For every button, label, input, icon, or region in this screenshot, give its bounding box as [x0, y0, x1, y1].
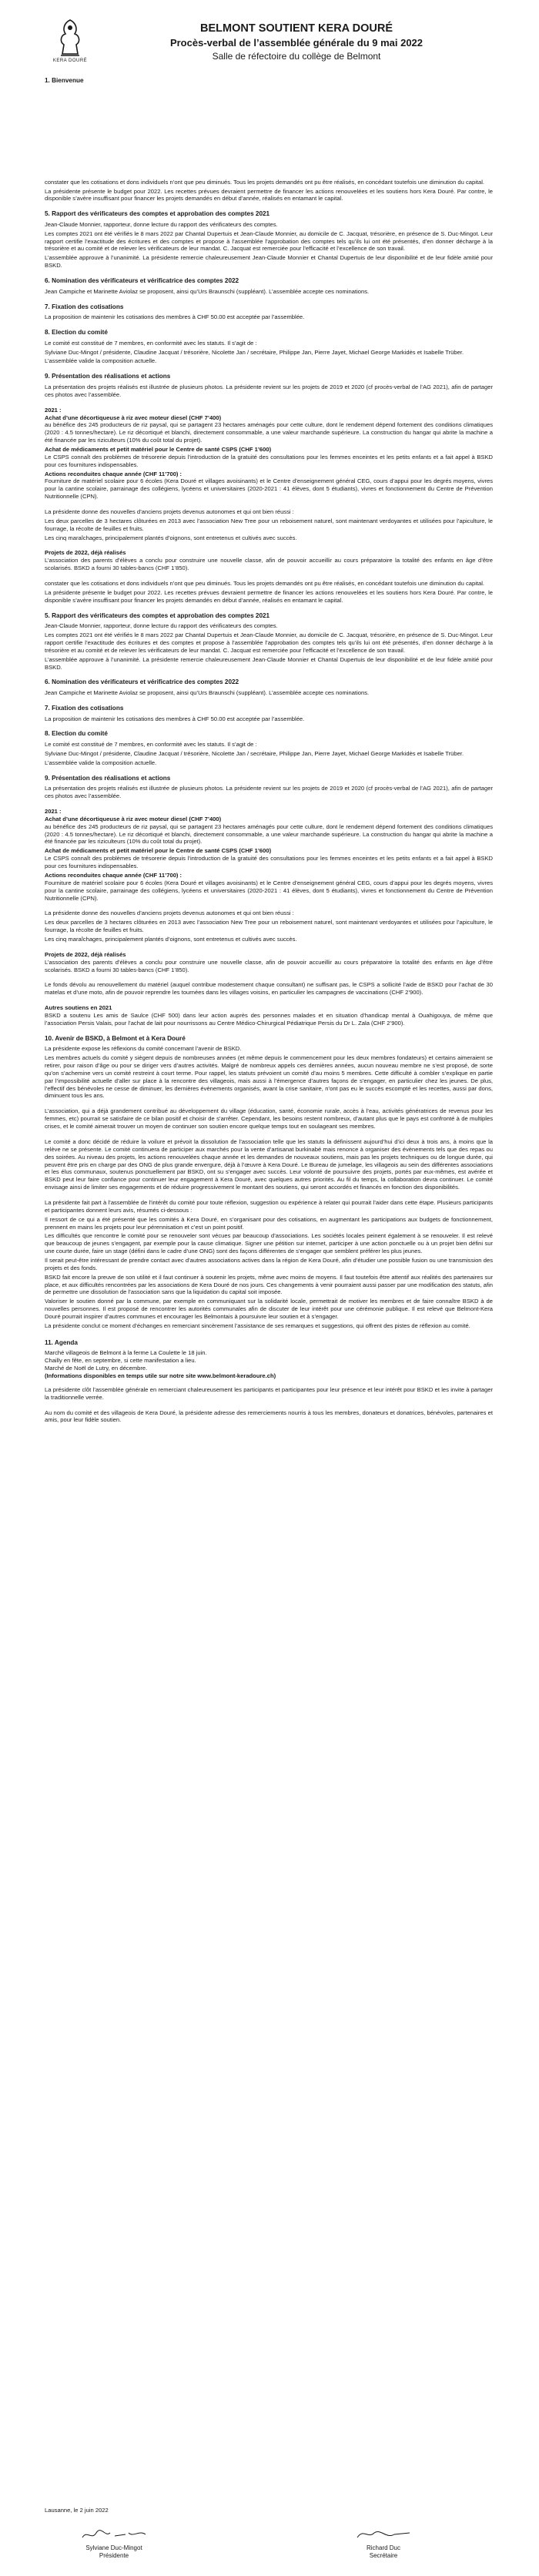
paragraph: La présentation des projets réalisés est illustrée de plusieurs photos. La présidente revient sur les projets de 2019 et 2020 (cf procès-verbal de l’AG 2021), afin de partager ces photos avec l’assemblée.	[45, 383, 493, 398]
paragraph: L’association des parents d’élèves a conclu pour construire une nouvelle classe, afin de pouvoir accueillir au cours préparatoire la totalité des enfants en âge d’être scolarisés. BSKD a fourni 30 tables-bancs (CHF 1’850).	[45, 557, 493, 572]
paragraph: La présidente conclut ce moment d’échanges en remerciant sincèrement l’assistance de ses remarques et suggestions, qui offrent des pistes de réflexion au comité.	[45, 1321, 470, 1329]
action-title: Achat de médicaments et petit matériel pour le Centre de santé CSPS (CHF 1’600)	[45, 847, 272, 855]
paragraph: Jean Campiche et Marinette Aviolaz se proposent, ainsi qu’Urs Braunschi (suppléant). L’assemblée accepte ces nominations.	[45, 287, 370, 295]
paragraph: L’assemblée valide la composition actuelle.	[45, 357, 157, 365]
action-title: Actions reconduites chaque année (CHF 11’700) :	[45, 470, 182, 477]
section-heading: 6. Nomination des vérificateurs et vérificatrice des comptes 2022	[45, 678, 239, 686]
paragraph: L’association des parents d’élèves a conclu pour construire une nouvelle classe, afin de pouvoir accueillir au cours préparatoire la totalité des enfants en âge d’être scolarisés. BSKD a fourni 30 tables-bancs (CHF 1’850).	[45, 958, 493, 973]
paragraph: La proposition de maintenir les cotisations des membres à CHF 50.00 est acceptée par l’assemblée.	[45, 313, 305, 321]
paragraph: Il serait peut-être intéressant de prendre contact avec d’autres associations actives dans la région de Kera Douré, afin d’étudier une possible fusion ou une transmission des projets et des fonds.	[45, 1256, 493, 1271]
section-auditors-report-b	[45, 612, 493, 672]
other-support-heading: Autres soutiens en 2021	[45, 1004, 112, 1012]
paragraph: Il ressort de ce qui a été présenté que les comités à Kera Douré, en s’organisant pour des cotisations, en augmentant les participations aux budgets de fonctionnement, prennent en mains les projets pour leur pérennisation et c’est un point positif.	[45, 1215, 493, 1231]
section-achievements-a	[45, 373, 493, 572]
paragraph: Les comptes 2021 ont été vérifiés le 8 mars 2022 par Chantal Dupertuis et Jean-Claude Monnier, au domicile de C. Jacquat, trésorière, en présence de S. Duc-Mingot. Leur rapport certifie l’exactitude des écritures et des comptes et propose à l’assemblée l’approbation des comptes tels qu’ils lui ont été présentés, d’en donner décharge à la trésorière et au comité et de relever les vérificateurs de leur mandat. C. Jacquat est remerciée pour l’efficacité et l’excellence de son travail.	[45, 631, 493, 654]
paragraph: Jean-Claude Monnier, rapporteur, donne lecture du rapport des vérificateurs des comptes.	[45, 220, 278, 228]
paragraph: La présidente expose les réflexions du comité concernant l’avenir de BSKD.	[45, 1045, 242, 1053]
action-title: Actions reconduites chaque année (CHF 11’700) :	[45, 871, 182, 879]
paragraph: Jean Campiche et Marinette Aviolaz se proposent, ainsi qu’Urs Braunschi (suppléant). L’assemblée accepte ces nominations.	[45, 689, 370, 697]
paragraph: L’assemblée approuve à l’unanimité. La présidente remercie chaleureusement Jean-Claude Monnier et Chantal Dupertuis de leur disponibilité et de leur fidèle amitié pour BSKD.	[45, 655, 493, 671]
paragraph: La présidente fait part à l’assemblée de l’intérêt du comité pour toute réflexion, suggestion ou expérience à relater qui pourrait l’aider dans cette étape. Plusieurs participants et participantes donnent leurs avis, résumés ci-dessous :	[45, 1198, 493, 1214]
paragraph: Au nom du comité et des villageois de Kera Douré, la présidente adresse des remerciements nourris à tous les membres, donateurs et donatrices, bénévoles, partenaires et amis, pour leur fidèle soutien.	[45, 1409, 493, 1424]
paragraph: Le comité a donc décidé de réduire la voilure et prévoit la dissolution de l’association telle que les statuts la définissent aujourd’hui d’ici deux à trois ans, à moins que la relève ne se présente. Le comité continuera de participer aux marchés pour la vente d’artisanat burkinabé mais renonce à organiser des évènements tels que des repas ou des soirées. Au niveau des projets, les actions renouvelées chaque année et les demandes de nouveaux soutiens, mais pas les projets techniques ou de longue durée, qui peuvent être pris en charge par des ONG de plus grande envergure, déjà à l’œuvre à Kera Douré. Le Bureau de jumelage, les villageois au sein des différentes associations et les élus communaux, soutenus ponctuellement par BSKD, ont su s’engager avec succès. Leur volonté de poursuivre des projets, portés par eux-mêmes, est avérée et BSKD peut leur faire confiance pour continuer leur engagement à Kera Douré, avec quelques autres priorités. Au fil du temps, la collaboration devra continuer. Le comité envisage ainsi de limiter ses engagements et de réduire progressivement le montant des soutiens, qui seront accordés et financés en fonction des disponibilités.	[45, 1137, 493, 1191]
section-fees-b	[45, 705, 493, 723]
section-heading: 10. Avenir de BSKD, à Belmont et à Kera Douré	[45, 1034, 186, 1042]
section-future	[45, 1035, 493, 1330]
paragraph: La présentation des projets réalisés est illustrée de plusieurs photos. La présidente revient sur les projets de 2019 et 2020 (cf procès-verbal de l’AG 2021), afin de partager ces photos avec l’assemblée.	[45, 785, 493, 800]
action-text: Fourniture de matériel scolaire pour 6 écoles (Kera Douré et villages avoisinants) et le Centre d’enseignement général CEG, cours d’appui pour les degrés moyens, vivres pour la cantine scolaire, parrainage des collégiens, lycéens et universitaires (2020-2021 : 41 élèves, dont 5 étudiants), vivres et fonctionnement du Centre de Prévention Nutritionnelle (CPN).	[45, 879, 493, 902]
president-signature-icon	[79, 2527, 149, 2542]
paragraph: Le comité est constitué de 7 membres, en conformité avec les statuts. Il s’agit de :	[45, 339, 257, 347]
minutes-body	[45, 77, 493, 1425]
action-title: Achat d’une décortiqueuse à riz avec moteur diesel (CHF 7’400)	[45, 815, 222, 822]
paragraph: La présidente présente le budget pour 2022. Les recettes prévues devraient permettre de financer les actions renouvelées et les soutiens hors Kera Douré. Par contre, le disponible s’avère insuffisant pour financer les projets demandés en début d’année, réalisés en entamant le capital.	[45, 588, 493, 604]
paragraph: La présidente donne des nouvelles d’anciens projets devenus autonomes et qui ont bien réussi :	[45, 508, 294, 515]
paragraph: BSKD fait encore la preuve de son utilité et il faut continuer à soutenir les projets, même avec moins de moyens. Il faut toutefois être attentif aux réalités des partenaires sur place, et aux difficultés rencontrées par les associations de Kera Douré de nos jours. Ces changements à venir pourraient aussi passer par une modification des statuts, afin de permettre une dissolution de l’association sans que la liquidation du capital soit imposée.	[45, 1273, 493, 1296]
emblem-icon	[55, 17, 85, 59]
paragraph: Jean-Claude Monnier, rapporteur, donne lecture du rapport des vérificateurs des comptes.	[45, 622, 278, 630]
paragraph: Les cinq maraîchages, principalement plantés d’oignons, sont entretenus et cultivés avec succès.	[45, 534, 297, 541]
website-note: (Informations disponibles en temps utile sur notre site www.belmont-keradoure.ch)	[45, 1372, 276, 1379]
document-title: BELMONT SOUTIENT KERA DOURÉ	[200, 22, 393, 35]
section-welcome	[45, 77, 493, 85]
paragraph: L’association, qui a déjà grandement contribué au développement du village (éducation, santé, économie rurale, accès à l’eau, activités génératrices de revenus pour les femmes, etc) pourrait se satisfaire de ce bilan positif et choisir de s’arrêter. Cependant, les besoins restent nombreux, d’autant plus que le pays est confronté à de multiples crises, et le comité aimerait trouver un moyen de continuer son soutien encore quelque temps tout en soulageant ses membres.	[45, 1107, 493, 1131]
year-heading: 2021 :	[45, 808, 62, 816]
paragraph: La présidente clôt l’assemblée générale en remerciant chaleureusement les participants et participantes pour leur présence et leur intérêt pour BSKD et les invite à partager la traditionnelle verrée.	[45, 1385, 493, 1401]
agenda-item: Marché de Noël de Lutry, en décembre.	[45, 1365, 148, 1372]
paragraph: Les deux parcelles de 3 hectares clôturées en 2013 avec l’association New Tree pour un reboisement naturel, sont maintenant verdoyantes et utilisées pour l’apiculture, le fourrage, la récolte de feuilles et fruits.	[45, 517, 493, 532]
section-committee-a	[45, 329, 493, 365]
section-heading: 9. Présentation des réalisations et actions	[45, 373, 171, 380]
paragraph: Les difficultés que rencontre le comité pour se renouveler sont vécues par beaucoup d’associations. Les sociétés locales peinent également à se renouveler. Il est relevé que beaucoup de jeunes s’engagent, par exemple pour la cause climatique. Signer une pétition sur internet, participer à une action ponctuelle ou à un projet bien défini sur une courte durée, faire un stage (défini dans le cadre d’une ONG) sont des façons différentes de s’engager que semblent préférer les plus jeunes.	[45, 1232, 493, 1255]
action-text: Le CSPS connaît des problèmes de trésorerie depuis l’introduction de la gratuité des consultations pour les femmes enceintes et les petits enfants et a fait appel à BSKD pour ces fournitures indispensables.	[45, 855, 493, 870]
paragraph: La présidente donne des nouvelles d’anciens projets devenus autonomes et qui ont bien réussi :	[45, 909, 294, 917]
paragraph: constater que les cotisations et dons individuels n’ont que peu diminués. Tous les projets demandés ont pu être réalisés, en concédant toutefois une diminution du capital.	[45, 178, 485, 186]
association-logo	[46, 17, 94, 72]
action-title: Achat d’une décortiqueuse à riz avec moteur diesel (CHF 7’400)	[45, 414, 222, 421]
paragraph: L’assemblée valide la composition actuelle.	[45, 759, 157, 766]
signature-area	[45, 2507, 493, 2568]
paragraph: La proposition de maintenir les cotisations des membres à CHF 50.00 est acceptée par l’assemblée.	[45, 715, 305, 722]
section-heading: 7. Fixation des cotisations	[45, 704, 124, 712]
action-text: Fourniture de matériel scolaire pour 6 écoles (Kera Douré et villages avoisinants) et le Centre d’enseignement général CEG, cours d’appui pour les degrés moyens, vivres pour la cantine scolaire, parrainage des collégiens, lycéens et universitaires (2020-2021 : 41 élèves, dont 5 étudiants), vivres et fonctionnement du Centre de Prévention Nutritionnelle (CPN).	[45, 477, 493, 501]
signatory-name: Richard Duc	[366, 2544, 400, 2551]
section-fees-a	[45, 303, 493, 322]
action-text: au bénéfice des 245 producteurs de riz paysal, qui se partagent 23 hectares aménagés pour cette culture, dont le rendement dépend fortement des conditions climatiques (2020 : 4.5 tonnes/hectare). Le riz décortiqué et blanchi, directement consommable, a une valeur marchande supérieure. La construction du hangar qui abrite la machine a été financée par les riziculteurs (10% du coût total du projet).	[45, 822, 493, 846]
logo-text: KERA DOURÉ	[52, 59, 88, 63]
signatory-role: Secrétaire	[369, 2552, 398, 2560]
paragraph: Le comité est constitué de 7 membres, en conformité avec les statuts. Il s’agit de :	[45, 741, 257, 749]
paragraph: Valoriser le soutien donné par la commune, par exemple en communiquant sur la solidarité locale, permettrait de motiver les membres et de faire connaître BSKD à de nouvelles personnes. Il est proposé de rencontrer les autorités communales afin de discuter de leur intérêt pour une cérémonie publique. Il est relevé que Belmont-Kera Douré pourrait inspirer d’autres communes et encourager les Belmontais à poursuivre leur soutien et à s’engager.	[45, 1298, 493, 1320]
paragraph: Les deux parcelles de 3 hectares clôturées en 2013 avec l’association New Tree pour un reboisement naturel, sont maintenant verdoyantes et utilisées pour l’apiculture, le fourrage, la récolte de feuilles et fruits.	[45, 919, 493, 934]
paragraph: Sylviane Duc-Mingot / présidente, Claudine Jacquat / trésorière, Nicolette Jan / secrétaire, Philippe Jan, Pierre Jayet, Michael George Markidès et Isabelle Trüber.	[45, 749, 464, 757]
section-committee-b	[45, 730, 493, 766]
finances-summary-b	[45, 580, 493, 605]
finances-summary-a	[45, 179, 493, 203]
secretary-signature-icon	[353, 2527, 414, 2542]
paragraph: Le fonds dévolu au renouvellement du matériel (auquel contribue modestement chaque consultant) ne suffisant pas, le CSPS a sollicité l’aide de BSKD pour l’achat de 30 matelas et d’une moto, afin de pouvoir reprendre les tournées dans les villages voisins, en particulier les campagnes de vaccinations (CHF 2’900).	[45, 981, 493, 997]
signature-block-secretary	[322, 2527, 445, 2561]
paragraph: Sylviane Duc-Mingot / présidente, Claudine Jacquat / trésorière, Nicolette Jan / secrétaire, Philippe Jan, Pierre Jayet, Michael George Markidès et Isabelle Trüber.	[45, 348, 464, 356]
year-heading: 2021 :	[45, 406, 62, 414]
meeting-location: Salle de réfectoire du collège de Belmont	[212, 50, 381, 62]
section-agenda	[45, 1339, 493, 1425]
section-auditors-nomination-b	[45, 678, 493, 697]
paragraph: Les comptes 2021 ont été vérifiés le 8 mars 2022 par Chantal Dupertuis et Jean-Claude Monnier, au domicile de C. Jacquat, trésorière, en présence de S. Duc-Mingot. Leur rapport certifie l’exactitude des écritures et des comptes et propose à l’assemblée l’approbation des comptes tels qu’ils lui ont été présentés, d’en donner décharge à la trésorière et au comité et de relever les vérificateurs de leur mandat. C. Jacquat est remerciée pour l’efficacité et l’excellence de son travail.	[45, 229, 493, 253]
document-header	[131, 22, 462, 62]
section-heading: 5. Rapport des vérificateurs des comptes et approbation des comptes 2021	[45, 611, 270, 619]
signatory-role: Présidente	[99, 2552, 129, 2560]
section-heading: 1. Bienvenue	[45, 77, 84, 84]
section-heading: 11. Agenda	[45, 1338, 78, 1346]
section-heading: 6. Nomination des vérificateurs et vérificatrice des comptes 2022	[45, 277, 239, 285]
action-text: Le CSPS connaît des problèmes de trésorerie depuis l’introduction de la gratuité des consultations pour les femmes enceintes et les petits enfants et a fait appel à BSKD pour ces fournitures indispensables.	[45, 453, 493, 468]
section-heading: 8. Election du comité	[45, 730, 108, 738]
signature-block-president	[52, 2527, 176, 2561]
paragraph: constater que les cotisations et dons individuels n’ont que peu diminués. Tous les projets demandés ont pu être réalisés, en concédant toutefois une diminution du capital.	[45, 580, 485, 588]
section-auditors-nomination-a	[45, 277, 493, 296]
section-heading: 9. Présentation des réalisations et actions	[45, 774, 171, 782]
projects-heading: Projets de 2022, déjà réalisés	[45, 950, 126, 958]
document-subtitle: Procès-verbal de l’assemblée générale du 9 mai 2022	[169, 36, 424, 49]
section-achievements-b	[45, 775, 493, 1027]
section-heading: 5. Rapport des vérificateurs des comptes et approbation des comptes 2021	[45, 210, 270, 218]
paragraph: L’assemblée approuve à l’unanimité. La présidente remercie chaleureusement Jean-Claude Monnier et Chantal Dupertuis de leur disponibilité et de leur fidèle amitié pour BSKD.	[45, 254, 493, 270]
agenda-item: Marché villageois de Belmont à la ferme La Coulette le 18 juin.	[45, 1349, 207, 1357]
projects-heading: Projets de 2022, déjà réalisés	[45, 549, 126, 557]
paragraph: BSKD a soutenu Les amis de Saulce (CHF 500) dans leur action auprès des personnes malades et en situation d’handicap mental à Ouahigouya, de même que l’association Persis Valais, pour l’achat de lait pour nourrissons au Centre Médico-Chirurgical Pédiatrique Persis du Dr L. Zala (CHF 2’900).	[45, 1011, 493, 1027]
agenda-item: Chailly en fête, en septembre, si cette manifestation a lieu.	[45, 1357, 196, 1365]
action-title: Achat de médicaments et petit matériel pour le Centre de santé CSPS (CHF 1’600)	[45, 445, 272, 453]
paragraph: Les membres actuels du comité y siègent depuis de nombreuses années (et même depuis le commencement pour les deux membres fondateurs) et certains aimeraient se retirer, pour raison d’âge ou pour se diriger vers d’autres activités. Malgré de nombreux appels ces dernières années, aucun nouveau membre ne s’est proposé, de sorte qu’on s’achemine vers un comité restreint à court terme. Pour rappel, les statuts prévoient un comité d’au moins 5 membres. Cette difficulté à combler s’explique en partie par l’impossibilité actuelle d’aller sur place à la rencontre des villageois, mais aussi à l’émergence d’autres façons de s’engager, en particulier chez les jeunes. De plus, l’effectif des bénévoles ne cesse de diminuer, les dernières évènements organisés, avant la crise sanitaire, n’ont pas eu le succès escompté et les recettes, aussi par dons, diminuent tous les ans.	[45, 1054, 493, 1100]
signatory-name: Sylviane Duc-Mingot	[85, 2544, 142, 2551]
section-heading: 8. Election du comité	[45, 329, 108, 337]
action-text: au bénéfice des 245 producteurs de riz paysal, qui se partagent 23 hectares aménagés pour cette culture, dont le rendement dépend fortement des conditions climatiques (2020 : 4.5 tonnes/hectare). Le riz décortiqué et blanchi, directement consommable, a une valeur marchande supérieure. La construction du hangar qui abrite la machine a été financée par les riziculteurs (10% du coût total du projet).	[45, 421, 493, 444]
paragraph: La présidente présente le budget pour 2022. Les recettes prévues devraient permettre de financer les actions renouvelées et les soutiens hors Kera Douré. Par contre, le disponible s’avère insuffisant pour financer les projets demandés en début d’année, réalisés en entamant le capital.	[45, 187, 493, 203]
section-heading: 7. Fixation des cotisations	[45, 303, 124, 310]
section-auditors-report-a	[45, 210, 493, 270]
place-date: Lausanne, le 2 juin 2022	[45, 2507, 109, 2514]
paragraph: Les cinq maraîchages, principalement plantés d’oignons, sont entretenus et cultivés avec succès.	[45, 935, 297, 943]
